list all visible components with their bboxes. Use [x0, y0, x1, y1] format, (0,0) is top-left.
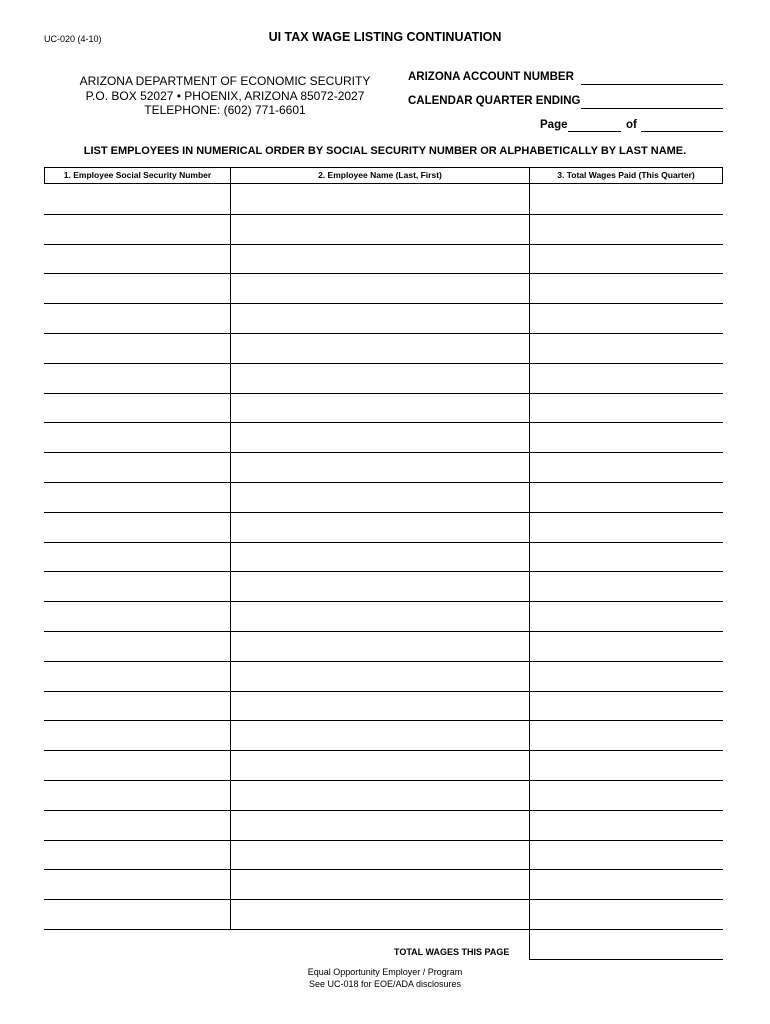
wages-cell[interactable]	[530, 214, 726, 243]
ssn-cell[interactable]	[44, 184, 233, 213]
employee-name-cell[interactable]	[231, 333, 532, 362]
wages-cell[interactable]	[530, 452, 726, 481]
wages-cell[interactable]	[530, 869, 726, 898]
wages-cell[interactable]	[530, 750, 726, 779]
wages-cell[interactable]	[530, 661, 726, 690]
ssn-cell[interactable]	[44, 422, 233, 451]
agency-name: ARIZONA DEPARTMENT OF ECONOMIC SECURITY	[79, 74, 371, 88]
page-of-label: of	[626, 119, 637, 131]
employee-name-cell[interactable]	[231, 720, 532, 749]
wages-cell[interactable]	[530, 571, 726, 600]
employee-name-cell[interactable]	[231, 840, 532, 869]
wages-cell[interactable]	[530, 333, 726, 362]
wages-cell[interactable]	[530, 840, 726, 869]
ssn-cell[interactable]	[44, 601, 233, 630]
footer-eoe: Equal Opportunity Employer / Program	[307, 967, 463, 977]
employee-name-cell[interactable]	[231, 542, 532, 571]
wages-cell[interactable]	[530, 601, 726, 630]
wages-cell[interactable]	[530, 780, 726, 809]
ssn-cell[interactable]	[44, 571, 233, 600]
quarter-ending-field[interactable]	[581, 95, 723, 109]
employee-name-cell[interactable]	[231, 631, 532, 660]
agency-po-box: P.O. BOX 52027 • PHOENIX, ARIZONA 85072-2027	[85, 88, 365, 103]
employee-name-cell[interactable]	[231, 750, 532, 779]
ssn-cell[interactable]	[44, 840, 233, 869]
wage-listing-table	[44, 167, 723, 929]
wages-cell[interactable]	[530, 631, 726, 660]
employee-name-cell[interactable]	[231, 512, 532, 541]
wages-cell[interactable]	[530, 244, 726, 273]
wages-cell[interactable]	[530, 899, 726, 928]
employee-name-cell[interactable]	[231, 810, 532, 839]
ssn-cell[interactable]	[44, 363, 233, 392]
wages-cell[interactable]	[530, 482, 726, 511]
employee-name-cell[interactable]	[231, 601, 532, 630]
page-total-field[interactable]	[641, 119, 723, 132]
employee-name-cell[interactable]	[231, 422, 532, 451]
total-wages-field[interactable]	[529, 929, 723, 960]
ssn-cell[interactable]	[44, 750, 233, 779]
employee-name-cell[interactable]	[231, 244, 532, 273]
ssn-cell[interactable]	[44, 691, 233, 720]
employee-name-cell[interactable]	[231, 303, 532, 332]
form-id: UC-020 (4-10)	[44, 34, 102, 44]
agency-address	[64, 74, 386, 118]
ssn-cell[interactable]	[44, 393, 233, 422]
page-label: Page	[540, 119, 568, 131]
wages-cell[interactable]	[530, 720, 726, 749]
employee-name-cell[interactable]	[231, 899, 532, 928]
column-header-ssn: 1. Employee Social Security Number	[44, 167, 231, 184]
ssn-cell[interactable]	[44, 810, 233, 839]
ssn-cell[interactable]	[44, 303, 233, 332]
wages-cell[interactable]	[530, 184, 726, 213]
employee-name-cell[interactable]	[231, 482, 532, 511]
wages-cell[interactable]	[530, 512, 726, 541]
ssn-cell[interactable]	[44, 244, 233, 273]
agency-telephone: TELEPHONE: (602) 771-6601	[144, 103, 306, 117]
ssn-cell[interactable]	[44, 899, 233, 928]
wages-cell[interactable]	[530, 363, 726, 392]
employee-name-cell[interactable]	[231, 184, 532, 213]
column-header-wages: 3. Total Wages Paid (This Quarter)	[529, 167, 723, 184]
ssn-cell[interactable]	[44, 273, 233, 302]
page-number-field[interactable]	[568, 119, 621, 132]
wages-cell[interactable]	[530, 393, 726, 422]
column-header-name: 2. Employee Name (Last, First)	[230, 167, 530, 184]
ssn-cell[interactable]	[44, 631, 233, 660]
ssn-cell[interactable]	[44, 512, 233, 541]
wages-cell[interactable]	[530, 810, 726, 839]
ssn-cell[interactable]	[44, 333, 233, 362]
employee-name-cell[interactable]	[231, 869, 532, 898]
form-title: UI TAX WAGE LISTING CONTINUATION	[268, 30, 502, 44]
employee-name-cell[interactable]	[231, 661, 532, 690]
ssn-cell[interactable]	[44, 542, 233, 571]
employee-name-cell[interactable]	[231, 363, 532, 392]
wages-cell[interactable]	[530, 542, 726, 571]
account-number-field[interactable]	[581, 71, 723, 85]
employee-name-cell[interactable]	[231, 691, 532, 720]
wages-cell[interactable]	[530, 303, 726, 332]
ssn-cell[interactable]	[44, 720, 233, 749]
employee-name-cell[interactable]	[231, 273, 532, 302]
footer	[0, 966, 770, 990]
total-wages-label: TOTAL WAGES THIS PAGE	[394, 947, 510, 957]
employee-name-cell[interactable]	[231, 780, 532, 809]
employee-name-cell[interactable]	[231, 393, 532, 422]
wages-cell[interactable]	[530, 273, 726, 302]
quarter-ending-label: CALENDAR QUARTER ENDING	[408, 95, 581, 107]
employee-name-cell[interactable]	[231, 452, 532, 481]
ssn-cell[interactable]	[44, 780, 233, 809]
ssn-cell[interactable]	[44, 661, 233, 690]
employee-name-cell[interactable]	[231, 214, 532, 243]
ssn-cell[interactable]	[44, 452, 233, 481]
employee-name-cell[interactable]	[231, 571, 532, 600]
ssn-cell[interactable]	[44, 214, 233, 243]
footer-disclosure: See UC-018 for EOE/ADA disclosures	[308, 979, 462, 989]
wages-cell[interactable]	[530, 422, 726, 451]
ssn-cell[interactable]	[44, 869, 233, 898]
instruction-text: LIST EMPLOYEES IN NUMERICAL ORDER BY SOCIAL SECURITY NUMBER OR ALPHABETICALLY BY LAST NAME.	[83, 145, 687, 157]
account-number-label: ARIZONA ACCOUNT NUMBER	[408, 71, 574, 83]
ssn-cell[interactable]	[44, 482, 233, 511]
wages-cell[interactable]	[530, 691, 726, 720]
